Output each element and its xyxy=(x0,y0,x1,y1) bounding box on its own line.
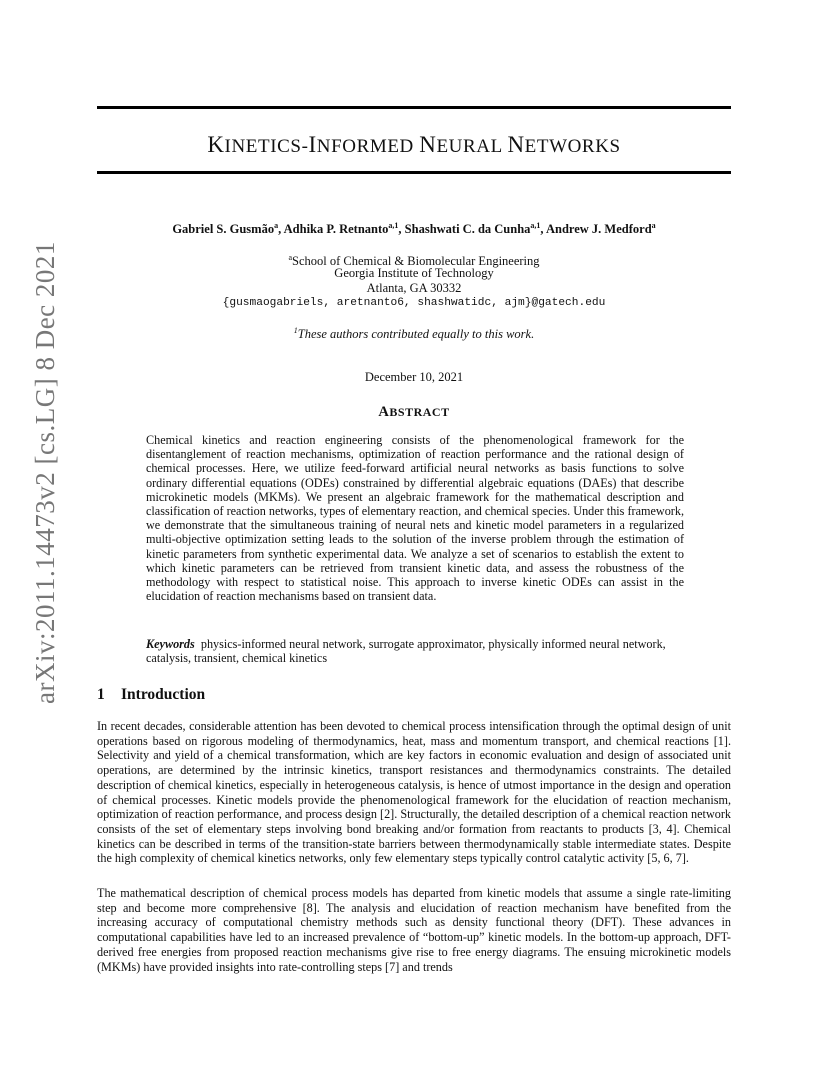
equal-contribution-note: $^1$These authors contributed equally to this work. xyxy=(293,326,535,342)
title-top-rule xyxy=(97,106,731,109)
paper-title: KINETICS-INFORMED NEURAL NETWORKS xyxy=(207,132,621,157)
keywords xyxy=(146,637,684,665)
title-bottom-rule xyxy=(97,171,731,174)
affiliation-line-2: Georgia Institute of Technology xyxy=(334,266,494,280)
affiliation-line-3: Atlanta, GA 30332 xyxy=(366,281,462,295)
keywords-label: Keywords xyxy=(146,637,195,651)
abstract-heading: ABSTRACT xyxy=(378,404,450,420)
arxiv-sidebar-stamp: arXiv:2011.14473v2 [cs.LG] 8 Dec 2021 xyxy=(30,241,60,704)
intro-paragraph-2: The mathematical description of chemical process models has departed from kinetic models that assume a single rate-limiting step and become more comprehensive [8]. The analysis and elucidation of reaction mechanism have benefited from the increasing accuracy of computational chemistry methods such as density functional theory (DFT). These advances in computational capabilities have led to an increased prevalence of “bottom-up” kinetic models. In the bottom-up approach, DFT-derived free energies from proposed reaction mechanisms give rise to free energy diagrams. The ensuing microkinetic models (MKMs) have provided insights into rate-controlling steps [7] and trends xyxy=(97,886,731,974)
author-list: Gabriel S. Gusmão$^a$, Adhika P. Retnanto$^{a,1}$, Shashwati C. da Cunha$^{a,1}$, Andrew J. Medford$^a$ xyxy=(172,221,656,237)
intro-paragraph-1: In recent decades, considerable attention has been devoted to chemical process intensification through the optimal design of unit operations based on rigorous modeling of thermodynamics, heat, mass and momentum transport, and chemical reactions [1]. Selectivity and yield of a chemical transformation, which are key factors in economic evaluation and design of associated unit operations, are determined by the intrinsic kinetics, transport resistances and thermodynamics constraints. The detailed description of chemical kinetics, especially in heterogeneous catalysis, is hence of utmost importance in the design and operation of chemical processes. Kinetic models provide the phenomenological framework for the elucidation of reaction mechanism, optimization of reaction performance, and process design [2]. Structurally, the detailed description of a chemical reaction network consists of the set of elementary steps involving bond breaking and/or formation from reactants to products [3, 4]. Chemical kinetics can be described in terms of the transition-state barriers between thermodynamically stable intermediate states. Despite the high complexity of chemical kinetics networks, only few elementary steps typically control catalytic activity [5, 6, 7]. xyxy=(97,719,731,866)
abstract-text: Chemical kinetics and reaction engineering consists of the phenomenological framework for the disentanglement of reaction mechanisms, optimization of reaction performance and the rational design of chemical processes. Here, we utilize feed-forward artificial neural networks as basis functions to solve ordinary differential equations (ODEs) constrained by differential algebraic equations (DAEs) that describe microkinetic models (MKMs). We present an algebraic framework for the mathematical description and classification of reaction networks, types of elementary reaction, and chemical species. Under this framework, we demonstrate that the simultaneous training of neural nets and kinetic model parameters in a regularized multi-objective optimization setting leads to the solution of the inverse problem through the estimation of kinetic parameters from synthetic experimental data. We analyze a set of scenarios to establish the extent to which kinetic parameters can be retrieved from transient kinetic data, and assess the robustness of the methodology with respect to statistical noise. This approach to inverse kinetic ODEs can assist in the elucidation of reaction mechanisms based on transient data. xyxy=(146,433,684,604)
paper-date: December 10, 2021 xyxy=(364,370,464,384)
affiliation-line-1: $^a$School of Chemical & Biomolecular Engineering xyxy=(288,253,540,269)
section-heading-introduction: 1 Introduction xyxy=(97,686,206,703)
author-emails: {gusmaogabriels, aretnanto6, shashwatidc, ajm}@gatech.edu xyxy=(222,297,606,309)
keywords-list: physics-informed neural network, surrogate approximator, physically informed neural network, catalysis, transient, chemical kinetics xyxy=(146,637,666,666)
